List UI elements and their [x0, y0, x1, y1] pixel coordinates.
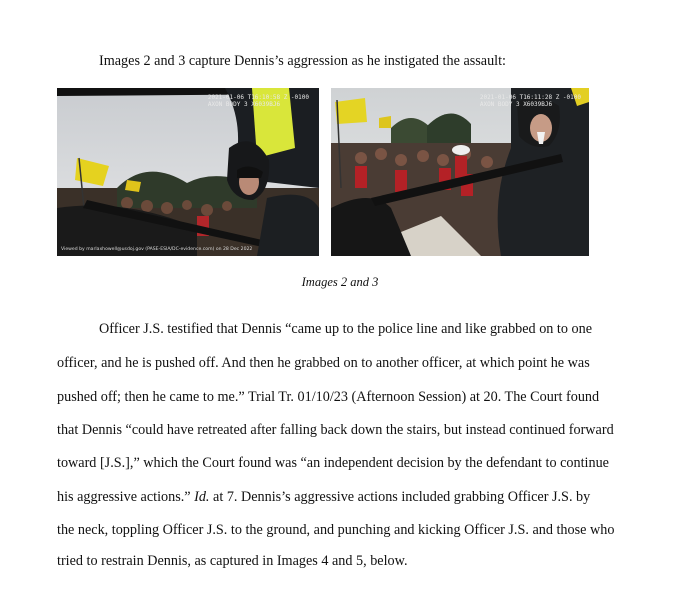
body-line-3: pushed off; then he came to me.” Trial Tr. 01/10/23 (Afternoon Session) at 20. The Court found: [57, 389, 600, 405]
figure-caption: Images 2 and 3: [301, 275, 379, 289]
body-line-8: tried to restrain Dennis, as captured in Images 4 and 5, below.: [57, 553, 408, 569]
intro-sentence: Images 2 and 3 capture Dennis’s aggression as he instigated the assault:: [99, 53, 506, 69]
body-line-7: the neck, toppling Officer J.S. to the ground, and punching and kicking Officer J.S. and those who: [57, 522, 615, 538]
image3-timestamp: 2021-01-06 T16:11:28 Z -0100: [479, 94, 581, 101]
bodycam-image-2: [57, 88, 319, 256]
image2-device-id: AXON BODY 3 X6039BJ6: [207, 101, 281, 108]
bodycam-image-3: [331, 88, 589, 256]
body-line-4: that Dennis “could have retreated after falling back down the stairs, but instead continued forward: [57, 422, 614, 438]
image2-timestamp: 2021-01-06 T16:10:58 Z -0100: [207, 94, 309, 101]
bodycam-image-3-scene: [331, 88, 589, 256]
bodycam-image-2-scene: [57, 88, 319, 256]
image3-device-id: AXON BODY 3 X6039BJ6: [479, 101, 553, 108]
body-line-5: toward [J.S.],” which the Court found was “an independent decision by the defendant to continue: [57, 455, 609, 471]
body-line-6: his aggressive actions.” Id. at 7. Dennis’s aggressive actions included grabbing Officer J.S. by: [57, 489, 591, 505]
body-line-1: Officer J.S. testified that Dennis “came up to the police line and like grabbed on to one: [99, 321, 593, 337]
image2-viewed-by: Viewed by marlaxhowell@usdoj.gov (PASE-ESIA/DC-evidence.com) on 28 Dec 2022: [61, 247, 253, 252]
body-line-2: officer, and he is pushed off. And then he grabbed on to another officer, at which point he was: [57, 355, 590, 371]
